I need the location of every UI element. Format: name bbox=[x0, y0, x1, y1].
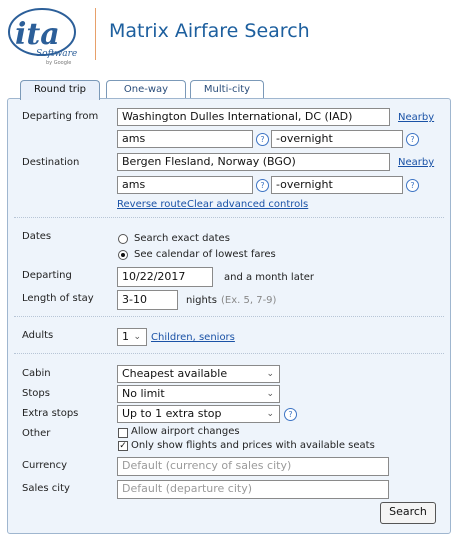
allow-airport-changes-label: Allow airport changes bbox=[131, 426, 240, 437]
currency-input[interactable]: Default (currency of sales city) bbox=[117, 457, 389, 476]
stops-select[interactable] bbox=[117, 385, 280, 403]
cabin-label: Cabin bbox=[22, 368, 51, 379]
help-icon[interactable]: ? bbox=[284, 408, 297, 421]
search-button[interactable]: Search bbox=[380, 502, 436, 524]
section-divider bbox=[14, 217, 444, 218]
currency-label: Currency bbox=[22, 460, 68, 471]
only-available-seats-label: Only show flights and prices with available seats bbox=[131, 440, 375, 451]
departing-from-label: Departing from bbox=[22, 111, 99, 122]
cabin-select[interactable] bbox=[117, 365, 280, 383]
adults-label: Adults bbox=[22, 330, 54, 341]
help-icon[interactable]: ? bbox=[406, 133, 419, 146]
tab-one-way[interactable]: One-way bbox=[106, 80, 186, 99]
page-title: Matrix Airfare Search bbox=[109, 20, 310, 42]
help-icon[interactable]: ? bbox=[256, 179, 269, 192]
allow-airport-changes-checkbox[interactable] bbox=[118, 428, 128, 438]
cabin-select-value: Cheapest available bbox=[122, 367, 228, 380]
chevron-down-icon: ⌄ bbox=[266, 369, 274, 379]
date-range-suffix: and a month later bbox=[224, 272, 315, 283]
origin-routing-input[interactable]: ams bbox=[117, 130, 253, 148]
section-divider bbox=[14, 316, 444, 317]
departing-date-label: Departing bbox=[22, 270, 72, 281]
stops-select-value: No limit bbox=[122, 387, 165, 400]
calendar-label: See calendar of lowest fares bbox=[134, 249, 276, 260]
sales-city-input[interactable]: Default (departure city) bbox=[117, 480, 389, 499]
origin-extension-input[interactable]: -overnight bbox=[271, 130, 403, 148]
logo-software-text: Software bbox=[36, 49, 78, 59]
chevron-down-icon: ⌄ bbox=[266, 409, 274, 419]
tab-multi-city[interactable]: Multi-city bbox=[190, 80, 264, 99]
extra-stops-label: Extra stops bbox=[22, 408, 79, 419]
destination-routing-input[interactable]: ams bbox=[117, 176, 253, 194]
departing-date-input[interactable]: 10/22/2017 bbox=[117, 267, 213, 287]
origin-nearby-link[interactable]: Nearby bbox=[398, 112, 435, 123]
destination-nearby-link[interactable]: Nearby bbox=[398, 157, 435, 168]
logo-ita-text: ita bbox=[15, 17, 60, 52]
destination-label: Destination bbox=[22, 157, 80, 168]
chevron-down-icon: ⌄ bbox=[266, 389, 274, 399]
origin-input[interactable]: Washington Dulles International, DC (IAD) bbox=[117, 108, 390, 126]
logo-by-google-text: by Google bbox=[46, 60, 72, 66]
exact-dates-label: Search exact dates bbox=[134, 233, 230, 244]
help-icon[interactable]: ? bbox=[406, 179, 419, 192]
destination-input[interactable]: Bergen Flesland, Norway (BGO) bbox=[117, 153, 390, 171]
sales-city-label: Sales city bbox=[22, 483, 70, 494]
calendar-radio[interactable] bbox=[118, 250, 128, 260]
length-of-stay-label: Length of stay bbox=[22, 293, 94, 304]
dates-label: Dates bbox=[22, 231, 52, 242]
stops-label: Stops bbox=[22, 388, 50, 399]
nights-label: nights bbox=[186, 295, 217, 306]
destination-extension-input[interactable]: -overnight bbox=[271, 176, 403, 194]
help-icon[interactable]: ? bbox=[256, 133, 269, 146]
clear-advanced-controls-link[interactable]: Clear advanced controls bbox=[187, 199, 309, 210]
extra-stops-select[interactable] bbox=[117, 405, 280, 423]
chevron-down-icon: ⌄ bbox=[133, 332, 141, 342]
other-label: Other bbox=[22, 428, 51, 439]
header-divider bbox=[95, 8, 96, 60]
extra-stops-select-value: Up to 1 extra stop bbox=[122, 407, 222, 420]
only-available-seats-checkbox[interactable]: ✓ bbox=[119, 441, 127, 451]
adults-select-value: 1 bbox=[122, 330, 129, 343]
reverse-route-link[interactable]: Reverse route bbox=[117, 199, 187, 210]
tab-round-trip[interactable]: Round trip bbox=[20, 80, 100, 100]
length-of-stay-hint: (Ex. 5, 7-9) bbox=[221, 295, 277, 306]
length-of-stay-input[interactable]: 3-10 bbox=[117, 290, 178, 310]
adults-select[interactable] bbox=[117, 328, 147, 346]
section-divider bbox=[14, 353, 444, 354]
ita-software-logo bbox=[6, 6, 82, 70]
children-seniors-link[interactable]: Children, seniors bbox=[151, 332, 235, 343]
exact-dates-radio[interactable] bbox=[118, 234, 128, 244]
